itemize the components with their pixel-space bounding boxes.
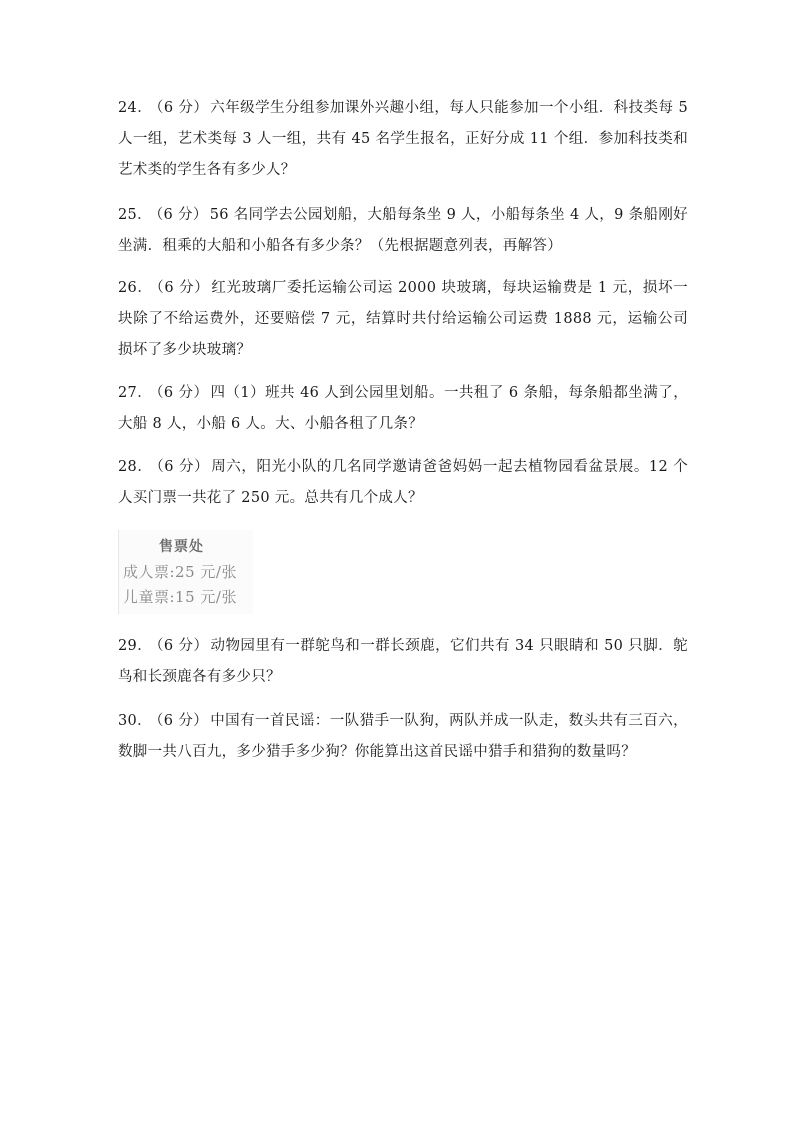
question-number: 24． [118,100,153,116]
question-text: 动物园里有一群鸵鸟和一群长颈鹿，它们共有 34 只眼睛和 50 只脚．鸵鸟和长颈鹿各有多少只？ [118,638,688,685]
question-number: 30． [118,713,153,729]
question-number: 26． [118,280,153,296]
question-score: （6 分） [156,385,209,401]
question-text: 四（1）班共 46 人到公园里划船。一共租了 6 条船，每条船都坐满了，大船 8 人，小船 6 人。大、小船各租了几条？ [118,385,688,432]
question-text: 中国有一首民谣：一队猎手一队狗，两队并成一队走，数头共有三百六，数脚一共八百九，多少猎手多少狗？你能算出这首民谣中猎手和猎狗的数量吗？ [118,713,688,760]
question-score: （6 分） [156,280,210,296]
question-number: 29． [118,638,153,654]
question-number: 27． [118,385,153,401]
question-29 [118,631,688,693]
question-score: （6 分） [156,638,209,654]
adult-ticket-price: 成人票:25 元/张 [123,563,237,581]
question-25 [118,200,688,262]
question-24 [118,93,688,186]
question-score: （6 分） [156,713,209,729]
question-text: 周六，阳光小队的几名同学邀请爸爸妈妈一起去植物园看盆景展。12 个人买门票一共花了 250 元。总共有几个成人？ [118,459,688,506]
question-score: （6 分） [155,207,208,223]
question-text: 红光玻璃厂委托运输公司运 2000 块玻璃，每块运输费是 1 元，损坏一块除了不给运费外，还要赔偿 7 元，结算时共付给运输公司运费 1888 元，运输公司损坏了多少块玻璃？ [118,280,688,358]
question-text: 56 名同学去公园划船，大船每条坐 9 人，小船每条坐 4 人，9 条船刚好坐满．租乘的大船和小船各有多少条？（先根据题意列表，再解答） [118,207,688,254]
question-number: 25． [118,207,152,223]
ticket-office-title: 售票处 [159,539,204,555]
ticket-office-image [118,530,253,614]
question-30 [118,706,688,768]
question-score: （6 分） [156,459,210,475]
question-28 [118,452,688,514]
child-ticket-price: 儿童票:15 元/张 [123,588,237,606]
question-26 [118,273,688,366]
question-text: 六年级学生分组参加课外兴趣小组，每人只能参加一个小组．科技类每 5 人一组，艺术类每 3 人一组，共有 45 名学生报名，正好分成 11 个组．参加科技类和艺术类的学生各有多少人？ [118,100,689,178]
question-27 [118,378,688,440]
question-number: 28． [118,459,153,475]
question-score: （6 分） [156,100,209,116]
